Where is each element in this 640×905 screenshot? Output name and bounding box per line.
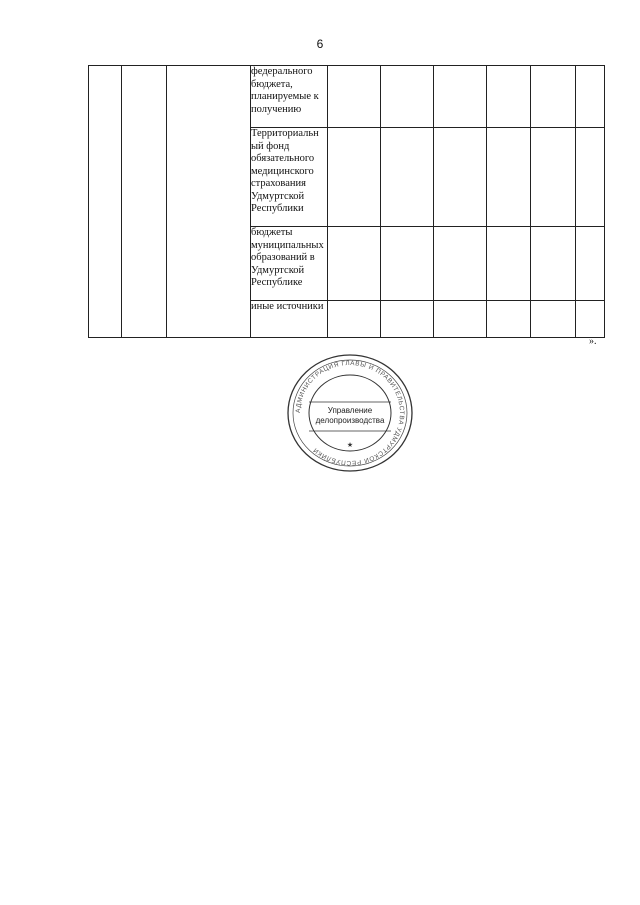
- budget-sources-table: [88, 65, 605, 338]
- value-cell: [576, 128, 605, 227]
- value-cell: [328, 301, 381, 338]
- official-stamp: [286, 353, 414, 473]
- blank-cell: [167, 66, 251, 338]
- value-cell: [381, 128, 434, 227]
- value-cell: [487, 301, 531, 338]
- value-cell: [434, 301, 487, 338]
- value-cell: [434, 128, 487, 227]
- funding-source-cell: [251, 227, 328, 301]
- closing-quote: ».: [589, 336, 597, 347]
- stamp-inner-line2: делопроизводства: [315, 416, 385, 425]
- value-cell: [576, 66, 605, 128]
- blank-cell: [89, 66, 122, 338]
- funding-source-cell: [251, 301, 328, 338]
- value-cell: [328, 128, 381, 227]
- funding-source-cell: [251, 128, 328, 227]
- value-cell: [576, 227, 605, 301]
- value-cell: [434, 66, 487, 128]
- stamp-inner-line1: Управление: [327, 406, 373, 415]
- funding-source-label: Территориальн ый фонд обязательного медицинского страхования Удмуртской Республики: [251, 128, 319, 214]
- value-cell: [328, 66, 381, 128]
- value-cell: [531, 128, 576, 227]
- value-cell: [434, 227, 487, 301]
- value-cell: [381, 66, 434, 128]
- value-cell: [487, 227, 531, 301]
- value-cell: [381, 227, 434, 301]
- value-cell: [531, 66, 576, 128]
- stamp-ring-text: АДМИНИСТРАЦИЯ ГЛАВЫ И ПРАВИТЕЛЬСТВА УДМУРТСКОЙ РЕСПУБЛИКИ: [294, 359, 406, 467]
- value-cell: [328, 227, 381, 301]
- table-row: [89, 66, 605, 128]
- value-cell: [487, 66, 531, 128]
- page-number: 6: [316, 37, 324, 51]
- value-cell: [531, 227, 576, 301]
- funding-source-cell: [251, 66, 328, 128]
- funding-source-label: иные источники: [251, 301, 324, 312]
- star-icon: ★: [346, 441, 354, 449]
- funding-source-label: федерального бюджета, планируемые к получению: [251, 66, 319, 115]
- funding-source-label: бюджеты муниципальных образований в Удмуртской Республике: [251, 227, 324, 288]
- value-cell: [381, 301, 434, 338]
- value-cell: [576, 301, 605, 338]
- blank-cell: [122, 66, 167, 338]
- value-cell: [487, 128, 531, 227]
- value-cell: [531, 301, 576, 338]
